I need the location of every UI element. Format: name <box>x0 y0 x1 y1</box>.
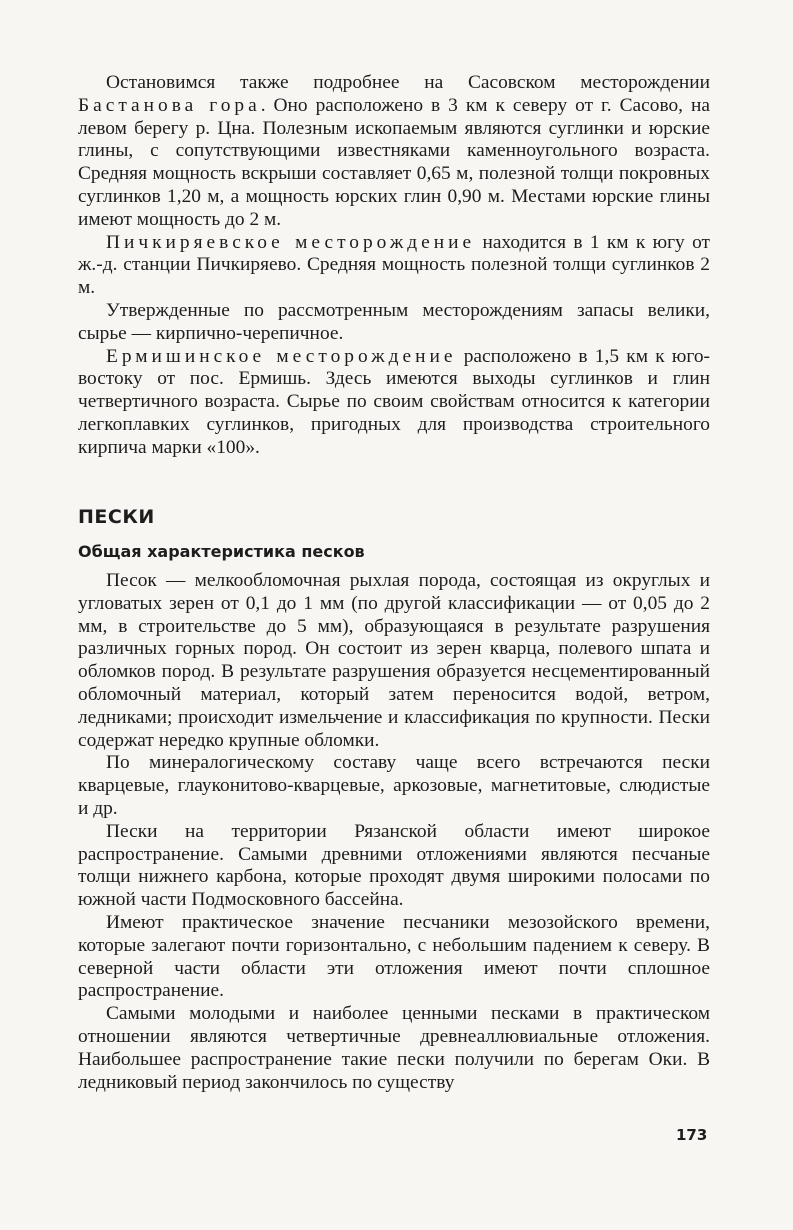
paragraph-mesozoic: Имеют практическое значение песчаники мезозойского времени, которые залегают почти горизонтально, с небольшим падением к северу. В северной части области эти отложения имеют почти сплошное распространение. <box>78 911 710 1002</box>
paragraph-bastanova: Остановимся также подробнее на Сасовском месторождении Бастанова гора. Оно расположено в 3 км к северу от г. Сасово, на левом берегу р. Цна. Полезным ископаемым являются суглинки и юрские глины, с сопутствующими известняками каменноугольного возраста. Средняя мощность вскрыши составляет 0,65 м, полезной толщи покровных суглинков 1,20 м, а мощность юрских глин 0,90 м. Местами юрские глины имеют мощность до 2 м. <box>78 72 711 230</box>
text-block-sands <box>78 570 710 1094</box>
paragraph-sand-definition: Песок — мелкообломочная рыхлая порода, состоящая из округлых и угловатых зерен от 0,1 до 1 мм (по другой классификации — от 0,05 до 2 мм, в строительстве до 5 мм), образующаяся в результате разрушения различных горных пород. Он состоит из зерен кварца, полевого шпата и обломков пород. В результате разрушения образуется несцементированный обломочный материал, который затем переносится водой, ветром, ледниками; происходит измельчение и классификация по крупности. Пески содержат нередко крупные обломки. <box>78 570 710 751</box>
paragraph-distribution: Пески на территории Рязанской области имеют широкое распространение. Самыми древними отложениями являются песчаные толщи нижнего карбона, которые проходят двумя широкими полосами по южной части Подмосковного бассейна. <box>78 820 710 911</box>
paragraph-reserves: Утвержденные по рассмотренным месторождениям запасы велики, сырье — кирпично-черепичное. <box>78 299 710 344</box>
paragraph-quaternary: Самыми молодыми и наиболее ценными песками в практическом отношении являются четвертичные древнеаллювиальные отложения. Наибольшее распространение такие пески получили по берегам Оки. В ледниковый период закончилось по существу <box>78 1003 710 1093</box>
deposit-name-pichkiryaevo: Пичкиряевское месторождение <box>106 231 476 253</box>
deposit-name-ermish: Ермишинское месторождение <box>106 345 457 367</box>
subsection-heading: Общая характеристика песков <box>78 542 365 561</box>
page-number: 173 <box>676 1126 708 1144</box>
text-block-clays <box>78 72 710 460</box>
paragraph-mineral-composition: По минералогическому составу чаще всего встречаются пески кварцевые, глауконитово-кварцевые, аркозовые, магнетитовые, слюдистые и др. <box>78 752 710 819</box>
deposit-name-bastanova: Бастанова гора <box>78 94 261 116</box>
paragraph-pichkiryaevo: Пичкиряевское месторождение находится в 1 км к югу от ж.-д. станции Пичкиряево. Средняя мощность полезной толщи суглинков 2 м. <box>78 231 710 299</box>
section-heading: ПЕСКИ <box>78 506 155 528</box>
paragraph-ermish: Ермишинское месторождение расположено в 1,5 км к юго-востоку от пос. Ермишь. Здесь имеются выходы суглинков и глин четвертичного возраста. Сырье по своим свойствам относится к категории легкоплавких суглинков, пригодных для производства строительного кирпича марки «100». <box>78 345 710 458</box>
